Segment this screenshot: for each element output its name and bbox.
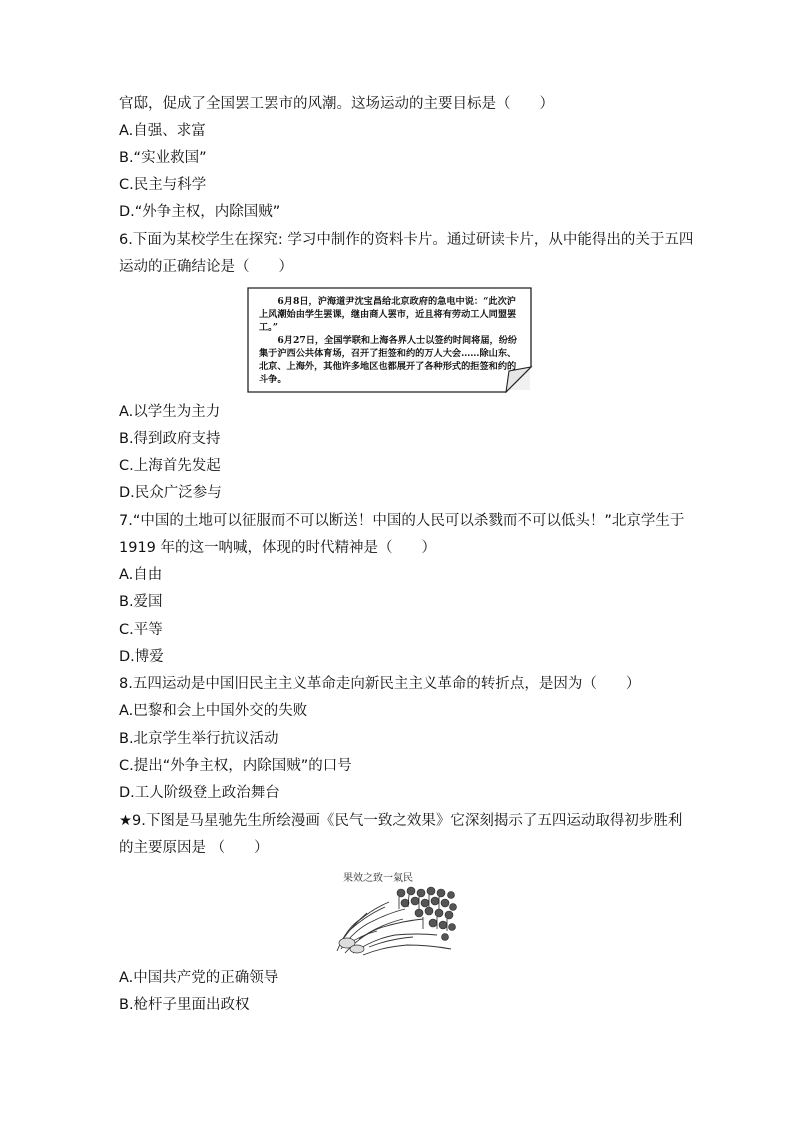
q8-option-c: C.提出“外争主权，内除国贼”的口号	[119, 758, 352, 774]
q5-option-d: D.“外争主权，内除国贼”	[119, 204, 281, 220]
q6-option-a: A.以学生为主力	[119, 404, 221, 420]
q5-option-c: C.民主与科学	[119, 177, 207, 193]
q8-option-d: D.工人阶级登上政治舞台	[119, 785, 280, 801]
q6-option-d: D.民众广泛参与	[119, 485, 222, 501]
q8-option-b: B.北京学生举行抗议活动	[119, 731, 279, 747]
cartoon-illustration	[333, 869, 458, 957]
q7-option-b: B.爱国	[119, 594, 163, 610]
q9-stem-line2: 的主要原因是 （ ）	[119, 840, 269, 856]
q9-option-a: A.中国共产党的正确领导	[119, 970, 279, 986]
q8-stem: 8.五四运动是中国旧民主主义革命走向新民主主义革命的转折点，是因为（ ）	[119, 676, 641, 692]
q7-option-d: D.博爱	[119, 649, 164, 665]
card-paragraph-1: 6月8日，沪海道尹沈宝昌给北京政府的急电中说：“此次沪上风潮始由学生罢课，继由商人罢市，近且将有劳动工人同盟罢工。”	[259, 296, 517, 333]
q6-stem-line2: 运动的正确结论是（ ）	[119, 259, 293, 275]
q6-stem-line1: 6.下面为某校学生在探究: 学习中制作的资料卡片。通过研读卡片，从中能得出的关于五四	[119, 232, 694, 248]
q7-stem-line1: 7.“中国的土地可以征服而不可以断送！中国的人民可以杀戮而不可以低头！”北京学生于	[119, 513, 685, 529]
q7-option-a: A.自由	[119, 567, 163, 583]
q9-option-b: B.枪杆子里面出政权	[119, 997, 250, 1013]
material-card	[247, 287, 533, 393]
q7-stem-line2: 1919 年的这一呐喊，体现的时代精神是（ ）	[119, 540, 437, 556]
card-paragraph-2: 6月27日，全国学联和上海各界人士以签约时间将届，纷纷集于沪西公共体育场，召开了拒签和约的万人大会……除山东、北京、上海外，其他许多地区也都展开了各种形式的拒签和约的斗争。	[259, 335, 518, 385]
q5-stem-continued: 官邸，促成了全国罢工罢市的风潮。这场运动的主要目标是（ ）	[119, 96, 554, 112]
q9-stem-line1: ★9.下图是马星驰先生所绘漫画《民气一致之效果》它深刻揭示了五四运动取得初步胜利	[119, 813, 683, 829]
cartoon-caption: 果效之致一氣民	[343, 873, 413, 884]
q5-option-b: B.“实业救国”	[119, 150, 207, 166]
q6-option-c: C.上海首先发起	[119, 458, 221, 474]
q7-option-c: C.平等	[119, 622, 163, 638]
crowd-cartoon-icon	[333, 869, 458, 957]
q6-option-b: B.得到政府支持	[119, 431, 221, 447]
q5-option-a: A.自强、求富	[119, 123, 206, 139]
q8-option-a: A.巴黎和会上中国外交的失败	[119, 703, 308, 719]
